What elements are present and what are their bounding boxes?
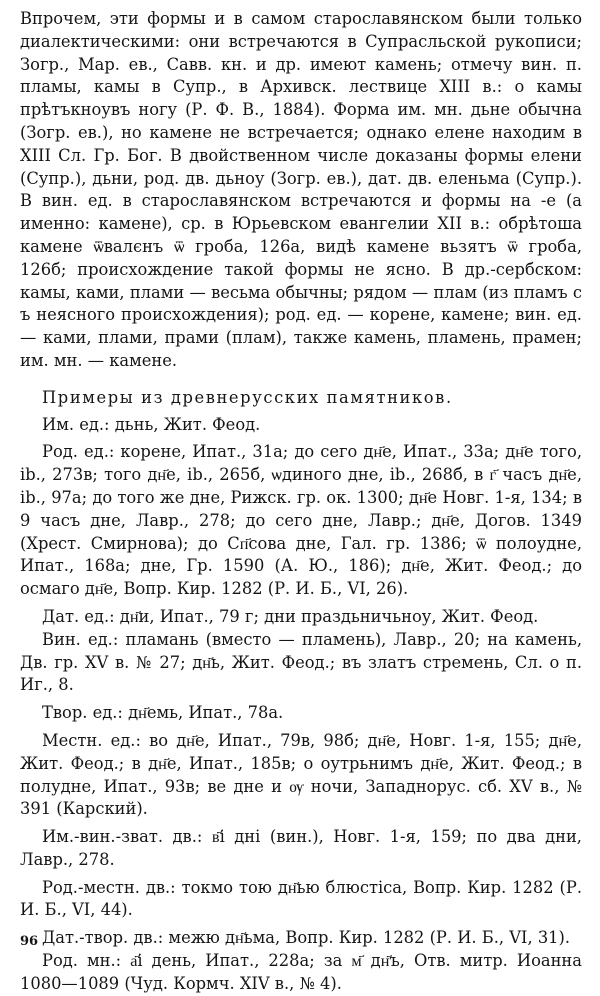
- example-gen-sg: Род. ед.: корене, Ипат., 31а; до сего дн҃е, Ипат., 33а; дн҃е того, ib., 273в; того дн҃е, ib., 265б, ѡдиного дне, ib., 268б, в г҃ часъ дн҃е, ib., 97а; до того же дне, Рижск. гр. ок. 1300; дн҃е Новг. 1-я, 134; в 9 часъ дне, Лавр., 278; до сего дне, Лавр.; дн҃е, Догов. 1349 (Хрест. Смирнова); до Сп҃сова дне, Гал. гр. 1386; ѿ полоудне, Ипат., 168а; дне, Гр. 1590 (А. Ю., 186); дн҃е, Жит. Феод.; до осмаго дн҃е, Вопр. Кир. 1282 (Р. И. Б., VI, 26).: [20, 442, 582, 599]
- example-acc-sg: Вин. ед.: пламань (вместо — пламень), Лавр., 20; на камень, Дв. гр. XV в. № 27; дн҃ь, Жит. Феод.; въ златъ стремень, Сл. о п. Иг., 8.: [20, 629, 582, 695]
- example-loc-sg: Местн. ед.: во дн҃е, Ипат., 79в, 98б; дн҃е, Новг. 1-я, 155; дн҃е, Жит. Феод.; в дн҃е, Ипат., 185в; о оутрьнимъ дн҃е, Жит. Феод.; в полудне, Ипат., 93в; ве дне и ѹ ночи, Западнорус. сб. XV в., № 391 (Карский).: [20, 730, 582, 819]
- example-instr-sg: Твор. ед.: дн҃емь, Ипат., 78а.: [42, 703, 284, 723]
- example-gen-pl: Род. мн.: а҃і день, Ипат., 228а; за м҃ дн҃ъ, Отв. митр. Иоанна 1080—1089 (Чуд. Кормч. XIV в., № 4).: [20, 951, 582, 993]
- example-nom-acc-voc-du: Им.-вин.-зват. дв.: в҃і дні (вин.), Новг. 1-я, 159; по два дни, Лавр., 278.: [20, 827, 582, 869]
- example-nom-sg: Им. ед.: дьнь, Жит. Феод.: [42, 414, 261, 434]
- example-gen-loc-du: Род.-местн. дв.: токмо тою дн҃ью блюстіса, Вопр. Кир. 1282 (Р. И. Б., VI, 44).: [20, 877, 582, 920]
- page-number: 96: [20, 934, 39, 949]
- example-dat-sg: Дат. ед.: дн҃и, Ипат., 79 г; дни праздьничьноу, Жит. Феод.: [42, 606, 539, 626]
- example-dat-instr-du: Дат.-твор. дв.: межю дн҃ьма, Вопр. Кир. 1282 (Р. И. Б., VI, 31).: [42, 928, 571, 948]
- paragraph-intro: Впрочем, эти формы и в самом старославянском были только диалектическими: они встречаются в Супрасльской рукописи; Зогр., Мар. ев., Савв. кн. и др. имеют камень; отмечу вин. п. пламы, камы в Супр., в Архивск. лествице XIII в.: о камы прѣтъкноувъ ногу (Р. Ф. В., 1884). Форма им. мн. дьне обычна (Зогр. ев.), но камене не встречается; однако елене находим в XIII Сл. Гр. Бог. В двойственном числе доказаны формы елени (Супр.), дьни, род. дв. дьноу (Зогр. ев.), дат. дв. еленьма (Супр.). В вин. ед. в старославянском встречаются и формы на -е (а именно: камене), ср. в Юрьевском евангелии XII в.: обрѣтоша камене ѿвалєнъ ѿ гроба, 126а, видѣ камене вьзятъ ѿ гроба, 126б; происхождение такой формы не ясно. В др.-сербском: камы, ками, плами — весьма обычны; рядом — плам (из пламъ с ъ неясного происхождения); род. ед. — корене, камене; вин. ед. — ками, плами, прами (плам), также камень, пламень, прамен; им. мн. — камене.: [20, 9, 582, 370]
- page-body: [20, 8, 582, 996]
- section-heading: Примеры из древнерусских памятников.: [42, 387, 453, 407]
